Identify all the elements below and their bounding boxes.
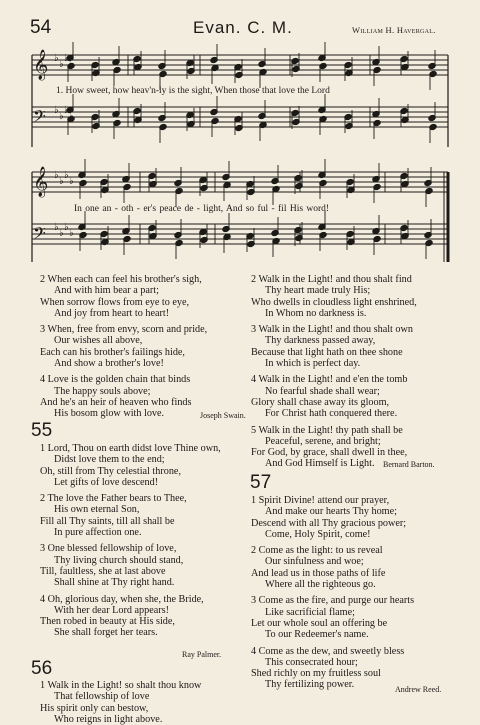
stanza-line: Thy fertilizing power. <box>265 679 355 691</box>
stanza-line: For Christ hath conquered there. <box>265 408 398 420</box>
music-score <box>0 0 480 262</box>
stanza-line: Fill all Thy saints, till all shall be <box>40 515 175 527</box>
stanza-line: 4 Come as the dew, and sweetly bless <box>251 645 405 657</box>
stanza-line: Come, Holy Spirit, come! <box>265 528 371 540</box>
hymn-number-56: 56 <box>31 658 53 679</box>
lyric-line-system-2: In one an - oth - er's peace de - light, And so ful - fil His word! <box>74 204 330 214</box>
stanza-line: 4 Love is the golden chain that binds <box>40 374 191 386</box>
hymn-55-stanzas <box>40 443 221 644</box>
stanza <box>40 374 207 419</box>
svg-text:♭: ♭ <box>54 53 59 64</box>
stanza-line: 2 Come as the light: to us reveal <box>251 545 383 557</box>
stanza-line: In Whom no darkness is. <box>265 307 367 319</box>
stanza-line: Let gifts of love descend! <box>54 476 159 488</box>
stanza-line: In pure affection one. <box>54 527 142 539</box>
stanza-line: 4 Oh, glorious day, when she, the Bride, <box>40 593 204 605</box>
hymn-number-55: 55 <box>31 420 53 441</box>
stanza-line: The happy souls above; <box>54 385 151 397</box>
stanza <box>40 493 221 538</box>
stanza-line: With her dear Lord appears! <box>54 604 169 616</box>
stanza <box>40 443 221 488</box>
svg-text:𝄞: 𝄞 <box>33 167 49 197</box>
stanza <box>251 374 417 419</box>
stanza-line: Our sinfulness and woe; <box>265 556 364 568</box>
svg-text:♭: ♭ <box>59 59 64 70</box>
stanza-line: Where all the righteous go. <box>265 579 376 591</box>
stanza-line: His spirit only can bestow, <box>40 702 149 714</box>
svg-text:♭: ♭ <box>69 176 74 187</box>
hymn-56-stanza-1 <box>40 680 201 725</box>
stanza <box>40 594 221 639</box>
svg-text:♭: ♭ <box>59 111 64 122</box>
tune-title: Evan. C. M. <box>193 18 293 37</box>
svg-text:♭: ♭ <box>69 111 74 122</box>
svg-text:♭: ♭ <box>64 53 69 64</box>
stanza-line: 3 Come as the fire, and purge our hearts <box>251 595 415 607</box>
stanza-line: That fellowship of love <box>54 691 150 703</box>
stanza-line: And joy from heart to heart! <box>54 307 170 319</box>
stanza-line: Our wishes all above, <box>54 335 143 347</box>
stanza-line: Shall shine at Thy right hand. <box>54 577 175 589</box>
stanza-line: Because that light hath on thee shone <box>251 346 403 358</box>
lyric-line-system-1: 1. How sweet, how heav'n-ly is the sight, When those that love the Lord <box>56 86 330 96</box>
stanza-line: 2 The love the Father bears to Thee, <box>40 493 187 505</box>
hymn-number-57: 57 <box>250 472 272 493</box>
stanza-line: Thy living church should stand, <box>54 554 184 566</box>
stanza-line: Each can his brother's failings hide, <box>40 346 185 358</box>
stanza-line: No fearful shade shall wear; <box>265 385 380 397</box>
stanza <box>251 324 417 369</box>
svg-text:♭: ♭ <box>64 105 69 116</box>
svg-text:𝄢: 𝄢 <box>33 106 46 130</box>
svg-text:♭: ♭ <box>69 228 74 239</box>
stanza <box>40 543 221 588</box>
svg-text:♭: ♭ <box>59 228 64 239</box>
stanza-line: 3 When, free from envy, scorn and pride, <box>40 324 208 336</box>
stanza <box>251 595 414 640</box>
stanza-line: 5 Walk in the Light! thy path shall be <box>251 424 403 436</box>
stanza-line: His bosom glow with love. <box>54 408 165 420</box>
stanza <box>40 274 207 319</box>
stanza-line: 2 Walk in the Light! and thou shalt find <box>251 274 412 285</box>
hymn-57-attribution: Andrew Reed. <box>395 685 442 694</box>
stanza-line: This consecrated hour; <box>265 656 358 668</box>
stanza <box>251 646 414 691</box>
svg-text:𝄢: 𝄢 <box>33 223 46 247</box>
stanza-line: When sorrow flows from eye to eye, <box>40 296 190 308</box>
stanza-line: Descend with all Thy gracious power; <box>251 517 407 529</box>
stanza-line: And he's an heir of heaven who finds <box>40 396 192 408</box>
stanza-line: Like sacrificial flame; <box>265 606 355 618</box>
stanza-line: To our Redeemer's name. <box>265 629 369 641</box>
stanza-line: Oh, still from Thy celestial throne, <box>40 465 181 477</box>
stanza-line: 3 Walk in the Light! and thou shalt own <box>251 324 413 336</box>
stanza-line: Glory shall chase away its gloom, <box>251 396 390 408</box>
composer-credit: William H. Havergal. <box>352 25 436 35</box>
stanza-line: Shed richly on my fruitless soul <box>251 668 381 680</box>
hymn-56-attribution: Bernard Barton. <box>383 460 435 469</box>
svg-text:♭: ♭ <box>69 59 74 70</box>
svg-text:♭: ♭ <box>64 222 69 233</box>
stanza <box>40 324 207 369</box>
hymn-55-attribution: Ray Palmer. <box>182 650 222 659</box>
svg-text:♭: ♭ <box>59 176 64 187</box>
stanza <box>251 495 414 540</box>
stanza-line: Then robed in beauty at His side, <box>40 616 175 628</box>
stanza-line: 1 Walk in the Light! so shalt thou know <box>40 680 202 691</box>
stanza-line: And make our hearts Thy home; <box>265 506 397 518</box>
stanza-line: Till, faultless, she at last above <box>40 565 166 577</box>
stanza-line: 3 One blessed fellowship of love, <box>40 543 177 555</box>
svg-text:♭: ♭ <box>54 105 59 116</box>
stanza-line: For God, by grace, shall dwell in thee, <box>251 447 408 459</box>
stanza-line: 2 When each can feel his brother's sigh, <box>40 274 202 285</box>
stanza-line: In which is perfect day. <box>265 358 361 370</box>
stanza-line: Thy darkness passed away, <box>265 335 376 347</box>
stanza-line: And lead us in those paths of life <box>251 567 386 579</box>
stanza-line: And show a brother's love! <box>54 358 164 370</box>
stanza-line: Who dwells in cloudless light enshrined, <box>251 296 417 308</box>
hymn-54-attribution: Joseph Swain. <box>200 411 246 420</box>
hymn-number: 54 <box>30 17 52 38</box>
hymn-56-stanzas-right <box>251 274 417 475</box>
stanza <box>251 274 417 319</box>
stanza-line: She shall forget her tears. <box>54 627 158 639</box>
stanza <box>251 545 414 590</box>
stanza-line: And God Himself is Light. <box>265 458 375 470</box>
stanza-line: And with him bear a part; <box>54 285 159 297</box>
stanza-line: Peaceful, serene, and bright; <box>265 435 381 447</box>
svg-text:♭: ♭ <box>54 222 59 233</box>
svg-text:𝄞: 𝄞 <box>33 50 49 80</box>
stanza-line: His own eternal Son, <box>54 504 140 516</box>
stanza-line: 1 Spirit Divine! attend our prayer, <box>251 495 390 506</box>
svg-text:♭: ♭ <box>54 170 59 181</box>
hymn-54-stanzas-left <box>40 274 207 425</box>
hymn-57-stanzas <box>251 495 414 696</box>
stanza-line: Let our whole soul an offering be <box>251 617 388 629</box>
stanza-line: Didst love them to the end; <box>54 454 165 466</box>
stanza-line: Who reigns in light above. <box>54 713 163 725</box>
stanza-line: 4 Walk in the Light! and e'en the tomb <box>251 374 408 386</box>
stanza-line: 1 Lord, Thou on earth didst love Thine own, <box>40 443 221 454</box>
stanza-line: Thy heart made truly His; <box>265 285 371 297</box>
svg-text:♭: ♭ <box>64 170 69 181</box>
